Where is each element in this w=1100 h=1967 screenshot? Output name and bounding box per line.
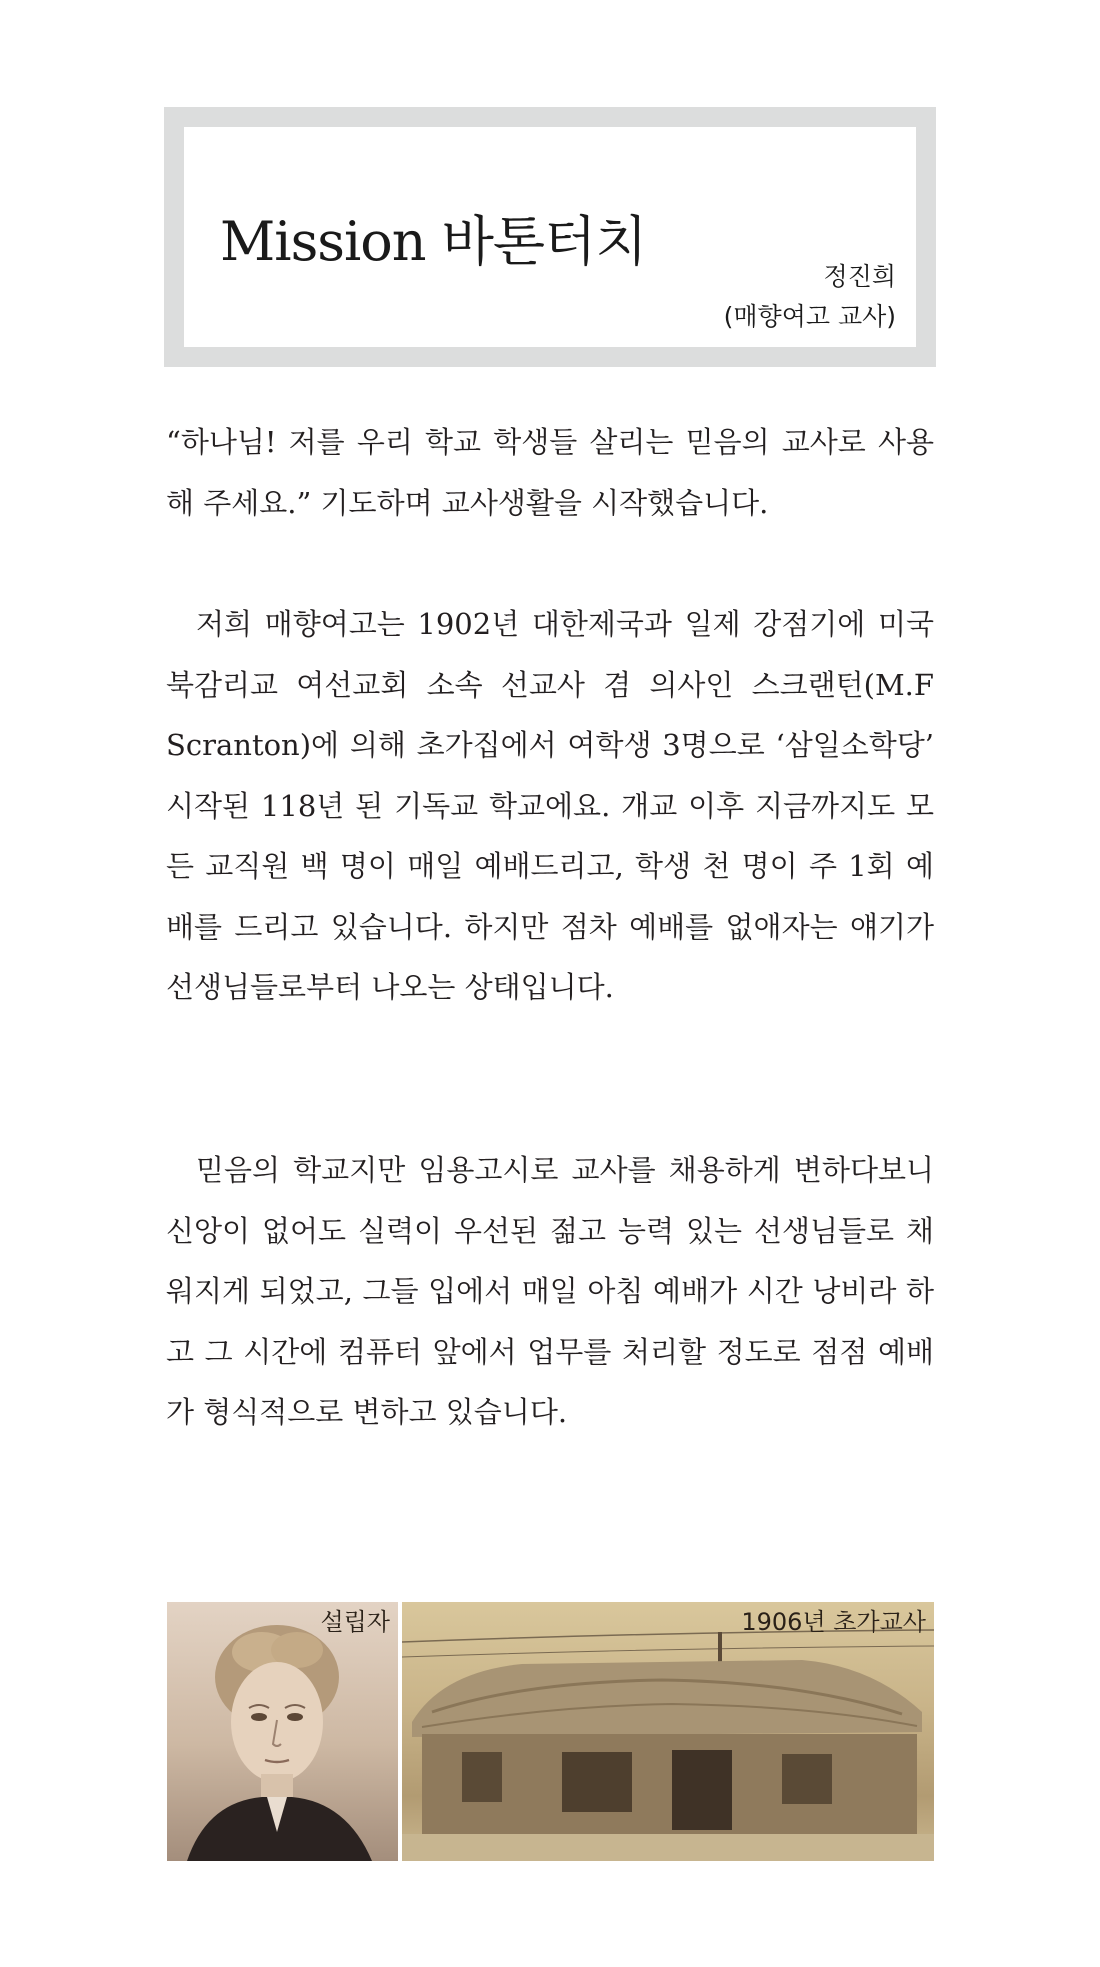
school-photo xyxy=(402,1602,934,1861)
thatched-school-illustration xyxy=(402,1602,934,1861)
paragraph-current: 믿음의 학교지만 임용고시로 교사를 채용하게 변하다보니 신앙이 없어도 실력이 우선된 젊고 능력 있는 선생님들로 채워지게 되었고, 그들 입에서 매일 아침 예배가 시간 낭비라 하고 그 시간에 컴퓨터 앞에서 업무를 처리할 정도로 점점 예배가 형식적으로 변하고 있습니다. xyxy=(166,1153,934,1429)
author-affiliation: (매향여고 교사) xyxy=(723,302,896,331)
paragraph-history: 저희 매향여고는 1902년 대한제국과 일제 강점기에 미국 북감리교 여선교회 소속 선교사 겸 의사인 스크랜턴(M.F Scranton)에 의해 초가집에서 여학생 3명으로 ‘삼일소학당’ 시작된 118년 된 기독교 학교에요. 개교 이후 지금까지도 모든 교직원 백 명이 매일 예배드리고, 학생 천 명이 주 1회 예배를 드리고 있습니다. 하지만 점차 예배를 없애자는 얘기가 선생님들로부터 나오는 상태입니다. xyxy=(166,607,934,1004)
article-title: Mission 바톤터치 xyxy=(220,210,647,273)
school-caption: 1906년 초가교사 xyxy=(741,1608,926,1636)
founder-portrait-illustration xyxy=(167,1602,398,1861)
founder-photo xyxy=(167,1602,398,1861)
title-box xyxy=(164,107,936,367)
founder-caption: 설립자 xyxy=(320,1608,390,1636)
author-block xyxy=(724,257,896,337)
author-name: 정진희 xyxy=(823,262,896,291)
title-box-inner xyxy=(184,127,916,347)
paragraph-intro: “하나님! 저를 우리 학교 학생들 살리는 믿음의 교사로 사용해 주세요.” 기도하며 교사생활을 시작했습니다. xyxy=(166,425,934,520)
